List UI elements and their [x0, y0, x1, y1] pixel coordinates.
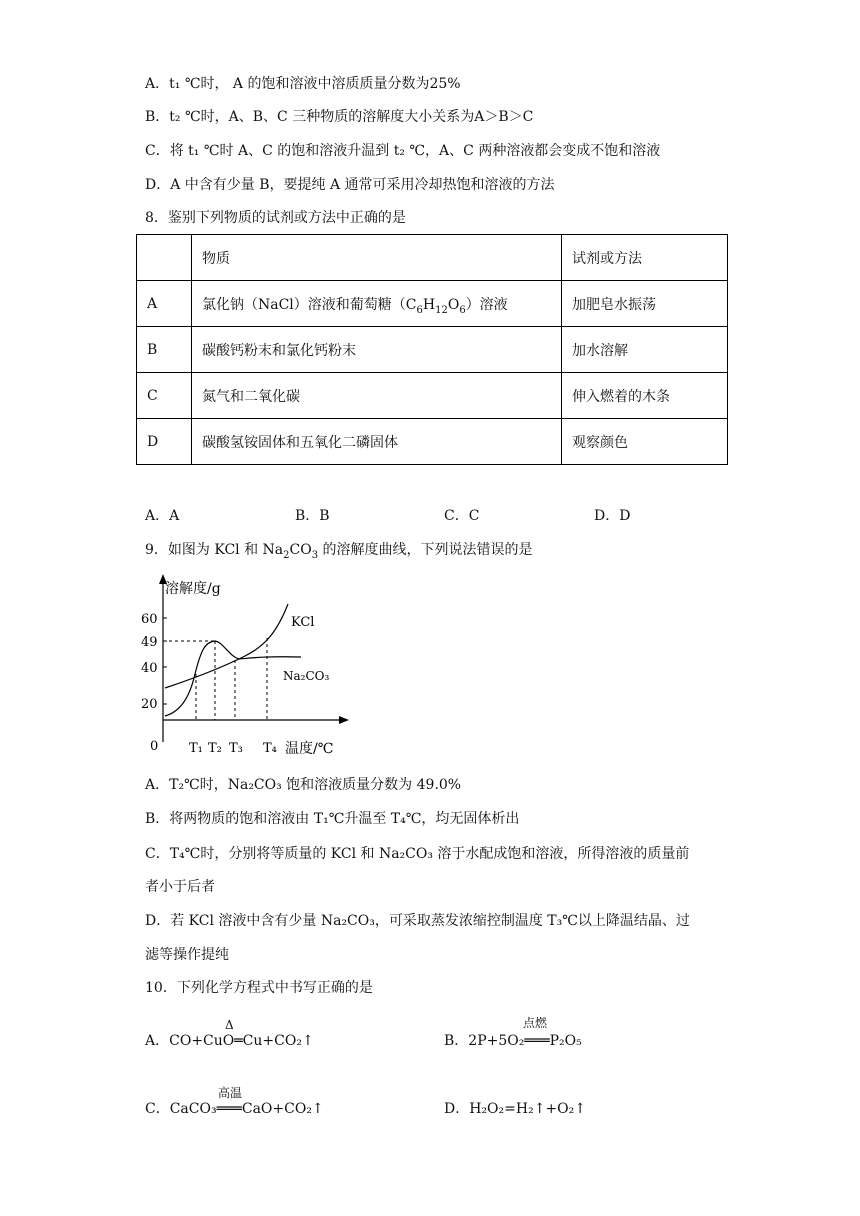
table-row — [137, 235, 728, 281]
table-cell: 氮气和二氧化碳 — [192, 373, 562, 419]
q9-stem: 9．如图为 KCl 和 $Na_2CO_3$ 的溶解度曲线，下列说法错误的是 — [145, 542, 533, 561]
q8-stem: 8．鉴别下列物质的试剂或方法中正确的是 — [145, 210, 406, 226]
y-tick-label: 40 — [141, 661, 158, 676]
table-cell: D — [137, 419, 192, 465]
q8-answer-c: C．C — [444, 508, 480, 524]
q10-b-condition: 点燃 — [523, 1016, 548, 1030]
q9-option-a: A．T₂℃时，Na₂CO₃ 饱和溶液质量分数为 49.0% — [145, 777, 462, 793]
table-cell — [137, 235, 192, 281]
table-cell: 碳酸钙粉末和氯化钙粉末 — [192, 327, 562, 373]
table-row — [137, 327, 728, 373]
y-tick-label: 60 — [141, 612, 158, 627]
y-axis-label: 溶解度/g — [165, 581, 221, 597]
q9-option-d-cont: 滤等操作提纯 — [145, 947, 229, 963]
kcl-label: KCl — [291, 615, 315, 630]
q10-option-d: D．H₂O₂=H₂↑+O₂↑ — [444, 1101, 586, 1117]
x-tick-label: T₄ — [263, 741, 277, 756]
q10-a-condition: Δ — [225, 1018, 234, 1032]
origin-label: 0 — [150, 739, 159, 754]
x-tick-label: T₁ — [189, 741, 203, 756]
na2co3-curve — [165, 641, 301, 716]
solubility-graph — [141, 574, 355, 760]
kcl-curve — [165, 604, 288, 688]
y-tick-label: 49 — [141, 635, 158, 650]
table-cell: 加水溶解 — [562, 327, 728, 373]
table-cell: 观察颜色 — [562, 419, 728, 465]
q10-stem: 10．下列化学方程式中书写正确的是 — [145, 980, 373, 996]
y-tick-label: 20 — [141, 697, 158, 712]
table-cell: 加肥皂水振荡 — [562, 281, 728, 327]
table-cell: 伸入燃着的木条 — [562, 373, 728, 419]
q10-c-condition: 高温 — [218, 1086, 243, 1100]
table-row — [137, 419, 728, 465]
q7-option-b: B．t₂ ℃时，A、B、C 三种物质的溶解度大小关系为A＞B＞C — [145, 109, 534, 125]
x-tick-label: T₂ — [208, 741, 222, 756]
q10-option-a: A．CO+CuO═Cu+CO₂↑ — [145, 1033, 314, 1049]
x-axis-arrow — [339, 716, 349, 724]
q10-option-b: B．2P+5O₂═══P₂O₅ — [444, 1033, 582, 1049]
q10-option-c: C．CaCO₃═══CaO+CO₂↑ — [145, 1101, 324, 1117]
table-cell: A — [137, 281, 192, 327]
table-cell: C — [137, 373, 192, 419]
q7-option-d: D．A 中含有少量 B，要提纯 A 通常可采用冷却热饱和溶液的方法 — [145, 177, 555, 193]
table-cell: 试剂或方法 — [562, 235, 728, 281]
q9-option-c-cont: 者小于后者 — [145, 879, 215, 895]
table-cell: 碳酸氢铵固体和五氧化二磷固体 — [192, 419, 562, 465]
q7-option-a: A．t₁ ℃时， A 的饱和溶液中溶质质量分数为25% — [145, 76, 461, 92]
table-cell: 物质 — [192, 235, 562, 281]
q9-option-c: C．T₄℃时，分别将等质量的 KCl 和 Na₂CO₃ 溶于水配成饱和溶液，所得溶液的质量前 — [145, 846, 690, 862]
q8-table — [136, 234, 728, 465]
q8-answer-a: A．A — [145, 508, 180, 524]
x-axis-label: 温度/℃ — [285, 741, 334, 757]
table-row — [137, 281, 728, 327]
na2co3-label: Na₂CO₃ — [283, 669, 330, 683]
table-row — [137, 373, 728, 419]
q8-answer-b: B．B — [295, 508, 330, 524]
table-cell: B — [137, 327, 192, 373]
q9-option-d: D．若 KCl 溶液中含有少量 Na₂CO₃，可采取蒸发浓缩控制温度 T₃℃以上降温结晶、过 — [145, 913, 690, 929]
q9-option-b: B．将两物质的饱和溶液由 T₁℃升温至 T₄℃，均无固体析出 — [145, 811, 520, 827]
x-tick-label: T₃ — [229, 741, 243, 756]
q7-option-c: C．将 t₁ ℃时 A、C 的饱和溶液升温到 t₂ ℃，A、C 两种溶液都会变成不饱和溶液 — [145, 143, 661, 159]
q8-answer-d: D．D — [594, 508, 631, 524]
table-cell: 氯化钠（NaCl）溶液和葡萄糖$(C_6H_{12}O_6)$溶液 — [192, 281, 562, 327]
